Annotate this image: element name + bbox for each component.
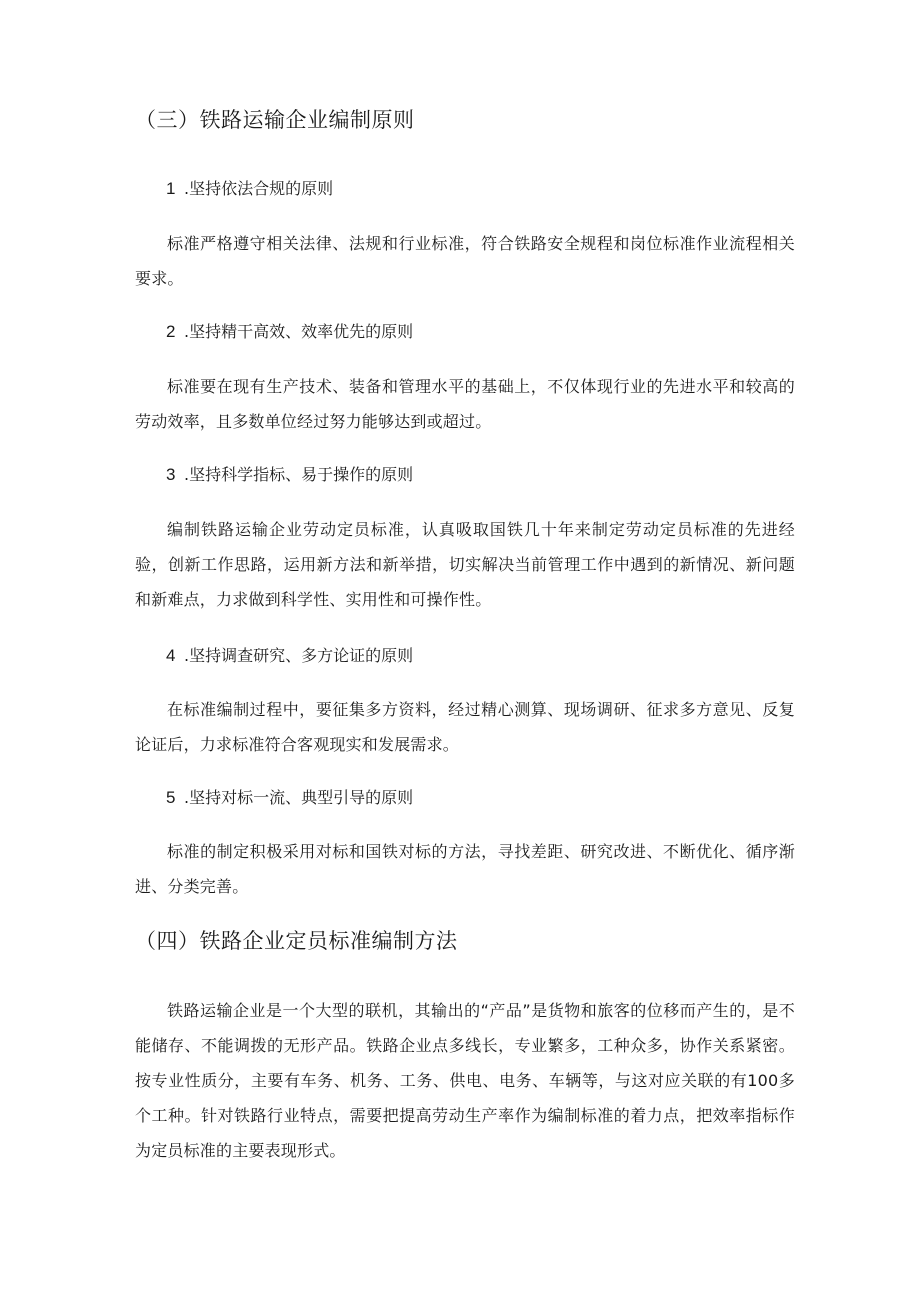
principle-title-1 (166, 177, 333, 201)
principle-title-text-4: .坚持调查研究、多方论证的原则 (184, 646, 414, 665)
section-heading-4: （四）铁路企业定员标准编制方法 (135, 929, 458, 953)
principle-title-text-2: .坚持精干高效、效率优先的原则 (184, 322, 414, 341)
principle-body-3: 编制铁路运输企业劳动定员标准，认真吸取国铁几十年来制定劳动定员标准的先进经验，创新工作思路，运用新方法和新举措，切实解决当前管理工作中遇到的新情况、新问题和新难点，力求做到科学性、实用性和可操作性。 (135, 520, 795, 609)
principle-number-1: 1 (166, 179, 176, 198)
principle-title-3 (166, 463, 413, 487)
section-heading-3: （三）铁路运输企业编制原则 (135, 108, 415, 132)
principle-body-5: 标准的制定积极采用对标和国铁对标的方法，寻找差距、研究改进、不断优化、循序渐进、分类完善。 (135, 842, 795, 896)
section4-body: 铁路运输企业是一个大型的联机，其输出的“产品”是货物和旅客的位移而产生的，是不能储存、不能调拨的无形产品。铁路企业点多线长，专业繁多，工种众多，协作关系紧密。按专业性质分，主要有车务、机务、工务、供电、电务、车辆等，与这对应关联的有100多个工种。针对铁路行业特点，需要把提高劳动生产率作为编制标准的着力点，把效率指标作为定员标准的主要表现形式。 (135, 1001, 795, 1160)
principle-title-text-3: .坚持科学指标、易于操作的原则 (184, 465, 414, 484)
principle-title-text-5: .坚持对标一流、典型引导的原则 (184, 788, 414, 807)
principle-body-1: 标准严格遵守相关法律、法规和行业标准，符合铁路安全规程和岗位标准作业流程相关要求。 (135, 234, 795, 288)
principle-number-5: 5 (166, 788, 176, 807)
principle-title-text-1: .坚持依法合规的原则 (184, 179, 334, 198)
principle-title-4 (166, 644, 413, 668)
principle-title-2 (166, 320, 413, 344)
principle-body-4: 在标准编制过程中，要征集多方资料，经过精心测算、现场调研、征求多方意见、反复论证后，力求标准符合客观现实和发展需求。 (135, 700, 795, 754)
principle-body-2: 标准要在现有生产技术、装备和管理水平的基础上，不仅体现行业的先进水平和较高的劳动效率，且多数单位经过努力能够达到或超过。 (135, 377, 795, 431)
principle-number-2: 2 (166, 322, 176, 341)
principle-title-5 (166, 786, 413, 810)
principle-number-4: 4 (166, 646, 176, 665)
principle-number-3: 3 (166, 465, 176, 484)
